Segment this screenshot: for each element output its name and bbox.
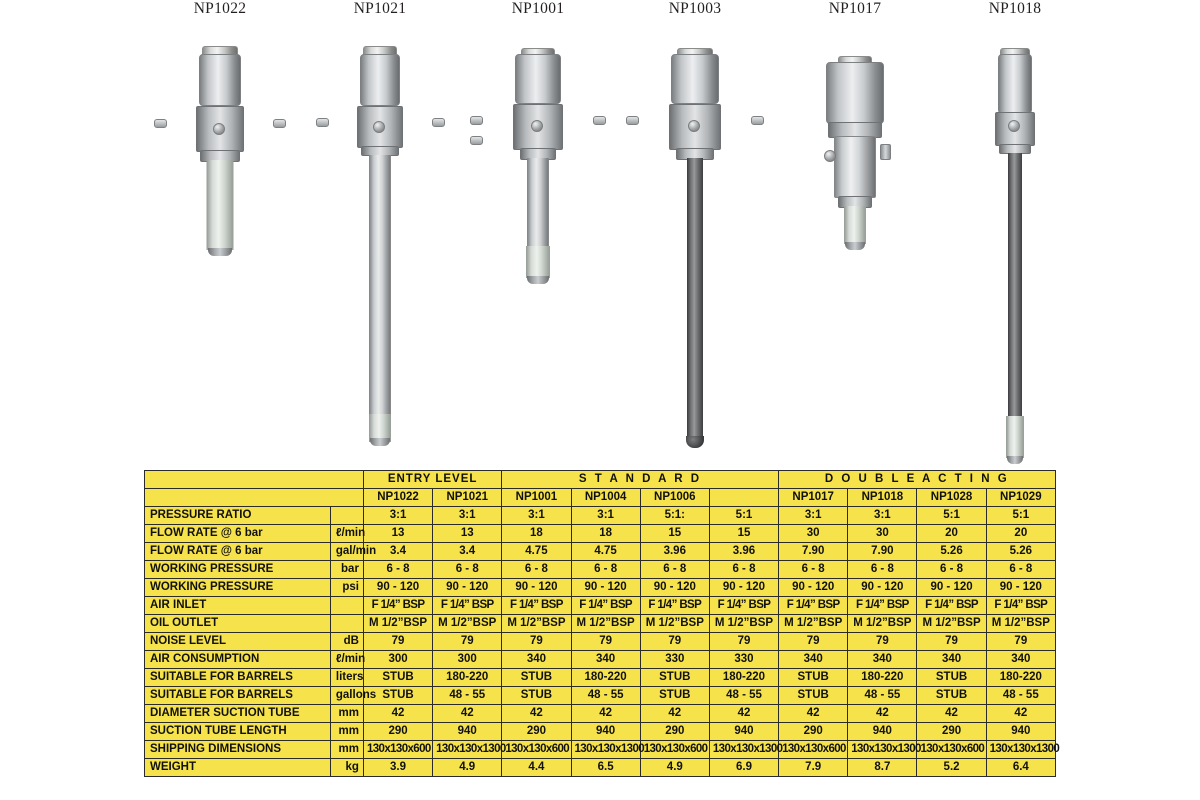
cell-6-4: M 1/2”BSP — [640, 615, 709, 633]
group-header-entry-level: ENTRY LEVEL — [363, 471, 501, 489]
cell-8-0: 300 — [363, 651, 432, 669]
cell-1-9: 20 — [986, 525, 1055, 543]
cell-14-8: 5.2 — [917, 759, 986, 777]
pump-suction-tube — [687, 158, 703, 442]
row-unit — [330, 597, 363, 615]
cell-9-3: 180-220 — [571, 669, 640, 687]
model-header-np1006: NP1006 — [640, 489, 709, 507]
cell-5-9: F 1/4” BSP — [986, 597, 1055, 615]
cell-10-3: 48 - 55 — [571, 687, 640, 705]
cell-4-6: 90 - 120 — [779, 579, 848, 597]
cell-4-0: 90 - 120 — [363, 579, 432, 597]
cell-5-8: F 1/4” BSP — [917, 597, 986, 615]
row-label: FLOW RATE @ 6 bar — [145, 525, 331, 543]
cell-13-7: 130x130x1300 — [848, 741, 917, 759]
cell-13-6: 130x130x600 — [779, 741, 848, 759]
table-row — [145, 633, 1056, 651]
row-label: OIL OUTLET — [145, 615, 331, 633]
group-header-standard: S T A N D A R D — [502, 471, 779, 489]
cell-13-9: 130x130x1300 — [986, 741, 1055, 759]
cell-3-0: 6 - 8 — [363, 561, 432, 579]
cell-11-2: 42 — [502, 705, 571, 723]
cell-5-1: F 1/4” BSP — [433, 597, 502, 615]
row-unit: ℓ/min — [330, 651, 363, 669]
cell-6-8: M 1/2”BSP — [917, 615, 986, 633]
row-unit: dB — [330, 633, 363, 651]
model-header-spacer — [145, 489, 364, 507]
pump-motor — [671, 54, 719, 104]
cell-1-4: 15 — [640, 525, 709, 543]
table-model-header-row — [145, 489, 1056, 507]
cell-10-1: 48 - 55 — [433, 687, 502, 705]
cell-12-1: 940 — [433, 723, 502, 741]
table-row — [145, 687, 1056, 705]
table-row — [145, 651, 1056, 669]
cell-0-5: 5:1 — [709, 507, 778, 525]
pump-illustration-np1021 — [305, 24, 455, 444]
cell-9-9: 180-220 — [986, 669, 1055, 687]
cell-12-2: 290 — [502, 723, 571, 741]
product-label: NP1021 — [353, 0, 407, 17]
cell-4-9: 90 - 120 — [986, 579, 1055, 597]
pump-knob-right — [432, 118, 445, 127]
cell-9-8: STUB — [917, 669, 986, 687]
cell-13-2: 130x130x600 — [502, 741, 571, 759]
row-label: SUITABLE FOR BARRELS — [145, 669, 331, 687]
pump-suction-tube — [207, 160, 234, 250]
cell-0-2: 3:1 — [502, 507, 571, 525]
cell-6-1: M 1/2”BSP — [433, 615, 502, 633]
row-unit: psi — [330, 579, 363, 597]
pump-foot — [1007, 456, 1023, 464]
cell-0-6: 3:1 — [779, 507, 848, 525]
cell-12-0: 290 — [363, 723, 432, 741]
cell-10-4: STUB — [640, 687, 709, 705]
row-unit: kg — [330, 759, 363, 777]
cell-7-1: 79 — [433, 633, 502, 651]
pump-foot — [208, 248, 232, 256]
pump-illustration-np1018 — [940, 24, 1090, 464]
cell-13-5: 130x130x1300 — [709, 741, 778, 759]
cell-2-3: 4.75 — [571, 543, 640, 561]
cell-2-0: 3.4 — [363, 543, 432, 561]
product-np1018 — [940, 0, 1090, 464]
cell-14-3: 6.5 — [571, 759, 640, 777]
pump-valve-dot — [213, 123, 225, 135]
pump-valve-dot — [688, 120, 700, 132]
cell-1-7: 30 — [848, 525, 917, 543]
cell-14-5: 6.9 — [709, 759, 778, 777]
pump-knob-left — [154, 119, 167, 128]
cell-6-3: M 1/2”BSP — [571, 615, 640, 633]
product-label: NP1022 — [193, 0, 247, 17]
pump-suction-tube — [369, 155, 391, 417]
cell-2-2: 4.75 — [502, 543, 571, 561]
cell-5-2: F 1/4” BSP — [502, 597, 571, 615]
cell-14-0: 3.9 — [363, 759, 432, 777]
table-row — [145, 579, 1056, 597]
cell-1-3: 18 — [571, 525, 640, 543]
cell-4-5: 90 - 120 — [709, 579, 778, 597]
table-row — [145, 525, 1056, 543]
specification-table-wrap — [144, 470, 1060, 777]
cell-11-7: 42 — [848, 705, 917, 723]
cell-1-6: 30 — [779, 525, 848, 543]
cell-10-2: STUB — [502, 687, 571, 705]
row-label: NOISE LEVEL — [145, 633, 331, 651]
pump-motor — [199, 54, 241, 106]
cell-6-0: M 1/2”BSP — [363, 615, 432, 633]
table-group-header-row — [145, 471, 1056, 489]
pump-valve-dot — [824, 150, 836, 162]
cell-0-9: 5:1 — [986, 507, 1055, 525]
pump-knob-left — [316, 118, 329, 127]
cell-4-8: 90 - 120 — [917, 579, 986, 597]
cell-12-3: 940 — [571, 723, 640, 741]
product-np1001 — [463, 0, 613, 444]
cell-5-6: F 1/4” BSP — [779, 597, 848, 615]
table-row — [145, 759, 1056, 777]
model-header-np1004: NP1004 — [571, 489, 640, 507]
table-row — [145, 561, 1056, 579]
row-unit: liters — [330, 669, 363, 687]
cell-12-7: 940 — [848, 723, 917, 741]
cell-7-6: 79 — [779, 633, 848, 651]
row-unit — [330, 507, 363, 525]
row-unit: mm — [330, 705, 363, 723]
cell-8-9: 340 — [986, 651, 1055, 669]
cell-3-4: 6 - 8 — [640, 561, 709, 579]
cell-4-3: 90 - 120 — [571, 579, 640, 597]
cell-0-4: 5:1: — [640, 507, 709, 525]
model-header-np1029: NP1029 — [986, 489, 1055, 507]
cell-5-3: F 1/4” BSP — [571, 597, 640, 615]
table-row — [145, 723, 1056, 741]
cell-2-8: 5.26 — [917, 543, 986, 561]
group-header-double-acting: D O U B L E A C T I N G — [779, 471, 1056, 489]
cell-5-4: F 1/4” BSP — [640, 597, 709, 615]
cell-11-8: 42 — [917, 705, 986, 723]
pump-illustration-np1017 — [780, 24, 930, 444]
pump-foot — [370, 438, 390, 446]
cell-13-0: 130x130x600 — [363, 741, 432, 759]
cell-11-3: 42 — [571, 705, 640, 723]
pump-knob-left — [470, 116, 483, 125]
model-header-np1022: NP1022 — [363, 489, 432, 507]
cell-14-4: 4.9 — [640, 759, 709, 777]
pump-tube-end — [526, 246, 550, 278]
cell-14-2: 4.4 — [502, 759, 571, 777]
cell-8-7: 340 — [848, 651, 917, 669]
cell-9-6: STUB — [779, 669, 848, 687]
table-row — [145, 597, 1056, 615]
cell-14-7: 8.7 — [848, 759, 917, 777]
cell-9-7: 180-220 — [848, 669, 917, 687]
cell-8-3: 340 — [571, 651, 640, 669]
cell-12-9: 940 — [986, 723, 1055, 741]
cell-6-5: M 1/2”BSP — [709, 615, 778, 633]
cell-10-8: STUB — [917, 687, 986, 705]
table-row — [145, 705, 1056, 723]
row-label: WEIGHT — [145, 759, 331, 777]
table-row — [145, 741, 1056, 759]
cell-10-0: STUB — [363, 687, 432, 705]
cell-3-3: 6 - 8 — [571, 561, 640, 579]
product-label: NP1018 — [988, 0, 1042, 17]
cell-12-4: 290 — [640, 723, 709, 741]
cell-1-2: 18 — [502, 525, 571, 543]
row-label: SUCTION TUBE LENGTH — [145, 723, 331, 741]
cell-8-2: 340 — [502, 651, 571, 669]
pump-motor — [515, 54, 561, 104]
cell-14-1: 4.9 — [433, 759, 502, 777]
cell-12-8: 290 — [917, 723, 986, 741]
cell-0-3: 3:1 — [571, 507, 640, 525]
model-header-np1028: NP1028 — [917, 489, 986, 507]
model-header-np1017: NP1017 — [779, 489, 848, 507]
cell-5-7: F 1/4” BSP — [848, 597, 917, 615]
cell-6-2: M 1/2”BSP — [502, 615, 571, 633]
product-label: NP1003 — [668, 0, 722, 17]
cell-11-9: 42 — [986, 705, 1055, 723]
cell-2-9: 5.26 — [986, 543, 1055, 561]
cell-3-6: 6 - 8 — [779, 561, 848, 579]
product-np1017 — [780, 0, 930, 444]
cell-0-1: 3:1 — [433, 507, 502, 525]
product-label: NP1017 — [828, 0, 882, 17]
table-row — [145, 669, 1056, 687]
cell-7-5: 79 — [709, 633, 778, 651]
cell-1-5: 15 — [709, 525, 778, 543]
cell-8-1: 300 — [433, 651, 502, 669]
row-label: WORKING PRESSURE — [145, 561, 331, 579]
row-label: WORKING PRESSURE — [145, 579, 331, 597]
pump-foot — [686, 436, 704, 448]
pump-knob-left — [626, 116, 639, 125]
pump-knob-right — [593, 116, 606, 125]
pump-suction-tube — [1008, 153, 1022, 418]
cell-2-5: 3.96 — [709, 543, 778, 561]
cell-6-9: M 1/2”BSP — [986, 615, 1055, 633]
cell-13-4: 130x130x600 — [640, 741, 709, 759]
cell-9-0: STUB — [363, 669, 432, 687]
cell-1-8: 20 — [917, 525, 986, 543]
cell-4-1: 90 - 120 — [433, 579, 502, 597]
row-unit: ℓ/min — [330, 525, 363, 543]
pump-illustration-np1022 — [145, 24, 295, 444]
cell-7-7: 79 — [848, 633, 917, 651]
cell-7-2: 79 — [502, 633, 571, 651]
pump-body — [834, 136, 876, 198]
specification-table — [144, 470, 1060, 777]
cell-13-1: 130x130x1300 — [433, 741, 502, 759]
cell-2-7: 7.90 — [848, 543, 917, 561]
row-unit: bar — [330, 561, 363, 579]
model-header-np1021: NP1021 — [433, 489, 502, 507]
pump-knob-lower-left — [470, 136, 483, 145]
cell-7-8: 79 — [917, 633, 986, 651]
cell-1-0: 13 — [363, 525, 432, 543]
cell-2-1: 3.4 — [433, 543, 502, 561]
cell-0-0: 3:1 — [363, 507, 432, 525]
cell-3-9: 6 - 8 — [986, 561, 1055, 579]
group-header-spacer — [145, 471, 364, 489]
pump-illustration-np1003 — [620, 24, 770, 444]
cell-5-5: F 1/4” BSP — [709, 597, 778, 615]
table-row — [145, 507, 1056, 525]
cell-10-6: STUB — [779, 687, 848, 705]
row-label: FLOW RATE @ 6 bar — [145, 543, 331, 561]
cell-7-0: 79 — [363, 633, 432, 651]
pump-foot — [845, 242, 865, 250]
pump-air-inlet — [880, 144, 891, 160]
pump-knob-right — [273, 119, 286, 128]
row-unit: gal/min — [330, 543, 363, 561]
model-header-np1001: NP1001 — [502, 489, 571, 507]
cell-2-4: 3.96 — [640, 543, 709, 561]
cell-10-5: 48 - 55 — [709, 687, 778, 705]
cell-3-5: 6 - 8 — [709, 561, 778, 579]
pump-motor — [360, 54, 400, 106]
model-header-np1018: NP1018 — [848, 489, 917, 507]
product-np1003 — [620, 0, 770, 444]
cell-5-0: F 1/4” BSP — [363, 597, 432, 615]
cell-13-8: 130x130x600 — [917, 741, 986, 759]
cell-3-8: 6 - 8 — [917, 561, 986, 579]
cell-8-6: 340 — [779, 651, 848, 669]
row-label: AIR INLET — [145, 597, 331, 615]
row-unit: gallons — [330, 687, 363, 705]
cell-6-7: M 1/2”BSP — [848, 615, 917, 633]
pump-motor — [826, 62, 884, 124]
table-row — [145, 615, 1056, 633]
cell-11-1: 42 — [433, 705, 502, 723]
cell-9-1: 180-220 — [433, 669, 502, 687]
cell-0-8: 5:1 — [917, 507, 986, 525]
cell-1-1: 13 — [433, 525, 502, 543]
cell-14-9: 6.4 — [986, 759, 1055, 777]
row-unit — [330, 615, 363, 633]
cell-12-5: 940 — [709, 723, 778, 741]
cell-11-5: 42 — [709, 705, 778, 723]
model-header-blank — [709, 489, 778, 507]
product-np1021 — [305, 0, 455, 444]
row-label: AIR CONSUMPTION — [145, 651, 331, 669]
cell-7-3: 79 — [571, 633, 640, 651]
cell-3-1: 6 - 8 — [433, 561, 502, 579]
cell-9-2: STUB — [502, 669, 571, 687]
cell-8-4: 330 — [640, 651, 709, 669]
cell-8-8: 340 — [917, 651, 986, 669]
cell-10-7: 48 - 55 — [848, 687, 917, 705]
pump-foot — [527, 276, 549, 284]
cell-11-4: 42 — [640, 705, 709, 723]
cell-8-5: 330 — [709, 651, 778, 669]
row-unit: mm — [330, 741, 363, 759]
pump-suction-tube — [527, 158, 549, 248]
cell-11-0: 42 — [363, 705, 432, 723]
row-label: SUITABLE FOR BARRELS — [145, 687, 331, 705]
cell-7-9: 79 — [986, 633, 1055, 651]
pump-tube-end — [1006, 416, 1024, 458]
cell-4-7: 90 - 120 — [848, 579, 917, 597]
cell-6-6: M 1/2”BSP — [779, 615, 848, 633]
cell-11-6: 42 — [779, 705, 848, 723]
row-label: DIAMETER SUCTION TUBE — [145, 705, 331, 723]
pump-valve-dot — [1008, 120, 1020, 132]
cell-0-7: 3:1 — [848, 507, 917, 525]
cell-4-4: 90 - 120 — [640, 579, 709, 597]
cell-10-9: 48 - 55 — [986, 687, 1055, 705]
cell-14-6: 7.9 — [779, 759, 848, 777]
cell-9-4: STUB — [640, 669, 709, 687]
pump-motor — [998, 54, 1032, 114]
pump-illustration-np1001 — [463, 24, 613, 444]
cell-3-7: 6 - 8 — [848, 561, 917, 579]
cell-4-2: 90 - 120 — [502, 579, 571, 597]
pump-valve-dot — [531, 120, 543, 132]
pump-suction-tube — [844, 206, 866, 244]
row-label: PRESSURE RATIO — [145, 507, 331, 525]
product-label: NP1001 — [511, 0, 565, 17]
cell-2-6: 7.90 — [779, 543, 848, 561]
table-row — [145, 543, 1056, 561]
cell-3-2: 6 - 8 — [502, 561, 571, 579]
cell-12-6: 290 — [779, 723, 848, 741]
pump-valve-dot — [373, 121, 385, 133]
pump-knob-right — [751, 116, 764, 125]
cell-13-3: 130x130x1300 — [571, 741, 640, 759]
row-label: SHIPPING DIMENSIONS — [145, 741, 331, 759]
row-unit: mm — [330, 723, 363, 741]
cell-7-4: 79 — [640, 633, 709, 651]
product-np1022 — [145, 0, 295, 444]
cell-9-5: 180-220 — [709, 669, 778, 687]
